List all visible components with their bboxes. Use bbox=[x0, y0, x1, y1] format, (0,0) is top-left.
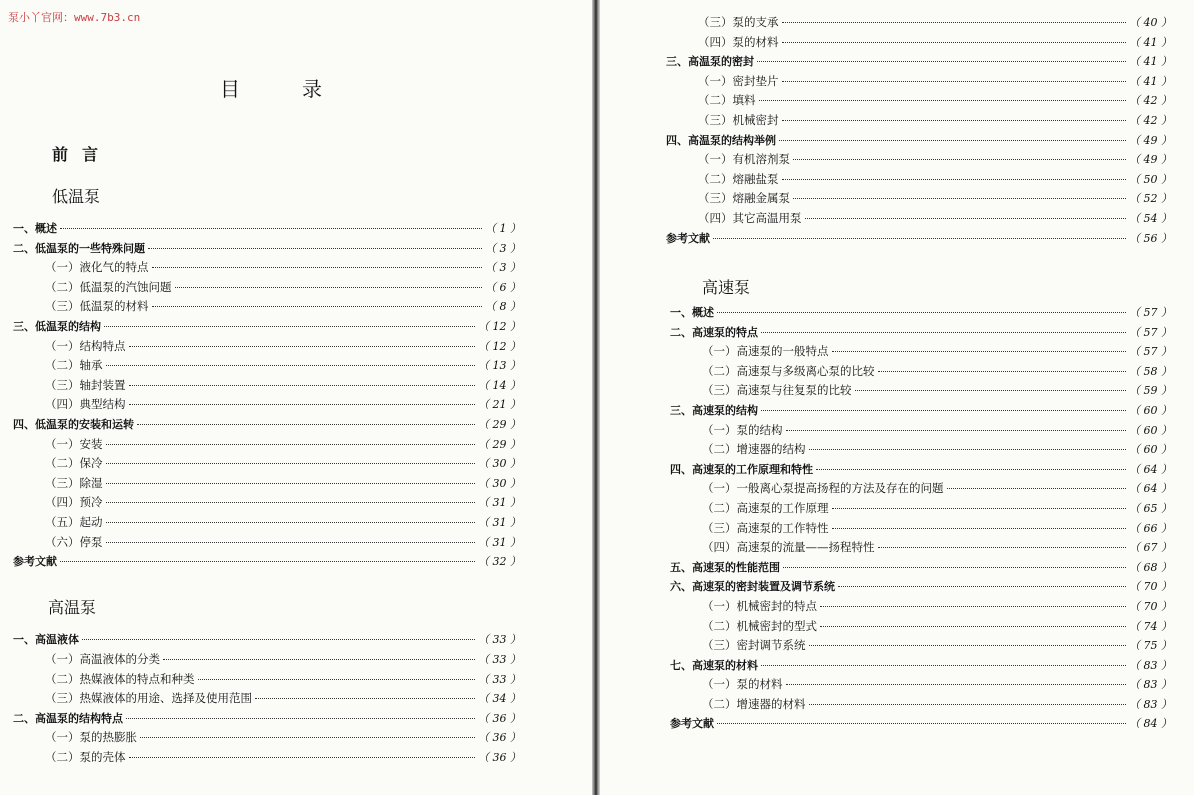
toc-entry-page: （ 49 ） bbox=[1129, 133, 1172, 147]
toc-entry bbox=[13, 279, 521, 299]
toc-entry bbox=[13, 494, 521, 514]
toc-leader-dots bbox=[782, 42, 1127, 43]
toc-entry-page: （ 57 ） bbox=[1129, 325, 1172, 339]
toc-leader-dots bbox=[820, 606, 1126, 607]
toc-entry bbox=[13, 749, 521, 769]
toc-entry-label: （一）泵的结构 bbox=[702, 422, 783, 437]
toc-leader-dots bbox=[805, 218, 1127, 219]
toc-entry-page: （ 1 ） bbox=[485, 222, 521, 235]
toc-entry-label: （一）一般离心泵提高扬程的方法及存在的问题 bbox=[702, 481, 944, 496]
toc-entry-page: （ 30 ） bbox=[478, 457, 521, 471]
toc-entry bbox=[666, 34, 1172, 54]
toc-leader-dots bbox=[838, 586, 1126, 587]
toc-leader-dots bbox=[779, 140, 1126, 141]
toc-entry-label: （四）泵的材料 bbox=[698, 34, 779, 49]
toc-leader-dots bbox=[126, 718, 475, 719]
toc-leader-dots bbox=[786, 430, 1127, 431]
toc-leader-dots bbox=[137, 424, 475, 425]
toc-entry-label: （五）起动 bbox=[45, 514, 103, 529]
toc-leader-dots bbox=[809, 449, 1127, 450]
toc-entry-page: （ 57 ） bbox=[1129, 306, 1172, 319]
right-page bbox=[600, 0, 1194, 795]
toc-entry bbox=[670, 559, 1172, 579]
toc-entry-page: （ 70 ） bbox=[1129, 580, 1172, 594]
toc-leader-dots bbox=[759, 100, 1127, 101]
toc-entry-label: （一）液化气的特点 bbox=[45, 260, 149, 275]
toc-entry-page: （ 6 ） bbox=[485, 280, 521, 294]
toc-entry-label: （三）低温泵的材料 bbox=[45, 299, 149, 314]
toc-entry-label: （二）增速器的结构 bbox=[702, 442, 806, 457]
toc-list-right-bottom bbox=[670, 304, 1172, 735]
toc-leader-dots bbox=[761, 410, 1126, 411]
toc-entry-page: （ 34 ） bbox=[478, 692, 521, 706]
toc-entry-page: （ 66 ） bbox=[1129, 521, 1172, 535]
toc-entry-page: （ 75 ） bbox=[1129, 639, 1172, 653]
toc-leader-dots bbox=[878, 371, 1127, 372]
toc-leader-dots bbox=[175, 287, 483, 288]
toc-leader-dots bbox=[783, 567, 1126, 568]
toc-leader-dots bbox=[809, 645, 1127, 646]
toc-entry bbox=[670, 500, 1172, 520]
toc-entry-page: （ 41 ） bbox=[1129, 74, 1172, 88]
toc-entry bbox=[13, 455, 521, 475]
toc-entry bbox=[13, 573, 521, 593]
toc-leader-dots bbox=[947, 488, 1127, 489]
toc-entry-page: （ 60 ） bbox=[1129, 443, 1172, 457]
toc-leader-dots bbox=[761, 665, 1126, 666]
toc-leader-dots bbox=[820, 626, 1126, 627]
toc-entry-label: 四、高温泵的结构举例 bbox=[666, 133, 776, 147]
toc-entry-page: （ 33 ） bbox=[478, 672, 521, 686]
toc-entry bbox=[13, 240, 521, 260]
toc-entry-page: （ 70 ） bbox=[1129, 599, 1172, 613]
toc-entry-label: 二、高温泵的结构特点 bbox=[13, 711, 123, 725]
toc-entry bbox=[670, 480, 1172, 500]
toc-entry bbox=[13, 318, 521, 338]
toc-leader-dots bbox=[757, 61, 1126, 62]
toc-entry-page: （ 60 ） bbox=[1129, 423, 1172, 437]
toc-entry-page: （ 40 ） bbox=[1129, 16, 1172, 29]
toc-entry bbox=[13, 534, 521, 554]
toc-entry bbox=[670, 382, 1172, 402]
toc-entry bbox=[13, 729, 521, 749]
toc-entry bbox=[670, 715, 1172, 735]
toc-entry-label: （一）机械密封的特点 bbox=[702, 598, 817, 613]
toc-entry-page: （ 42 ） bbox=[1129, 113, 1172, 127]
toc-leader-dots bbox=[82, 639, 475, 640]
toc-entry-label: （三）泵的支承 bbox=[698, 15, 779, 29]
toc-entry-page: （ 64 ） bbox=[1129, 462, 1172, 476]
toc-entry bbox=[670, 539, 1172, 559]
toc-entry-label: （一）安装 bbox=[45, 436, 103, 451]
toc-entry bbox=[13, 651, 521, 671]
toc-entry-page: （ 83 ） bbox=[1129, 697, 1172, 711]
toc-entry-label: 二、高速泵的特点 bbox=[670, 325, 758, 339]
toc-entry-label: （一）密封垫片 bbox=[698, 73, 779, 88]
toc-entry-page: （ 31 ） bbox=[478, 515, 521, 529]
toc-leader-dots bbox=[717, 723, 1126, 724]
toc-entry-label: 参考文献 bbox=[670, 717, 714, 731]
toc-leader-dots bbox=[809, 704, 1127, 705]
toc-entry bbox=[670, 343, 1172, 363]
toc-entry-page: （ 60 ） bbox=[1129, 403, 1172, 417]
toc-leader-dots bbox=[782, 81, 1127, 82]
toc-entry bbox=[670, 676, 1172, 696]
toc-entry bbox=[13, 298, 521, 318]
toc-entry bbox=[670, 422, 1172, 442]
toc-leader-dots bbox=[106, 463, 476, 464]
toc-entry bbox=[666, 210, 1172, 230]
toc-entry bbox=[666, 53, 1172, 73]
toc-entry bbox=[670, 657, 1172, 677]
toc-entry-label: （二）机械密封的型式 bbox=[702, 618, 817, 633]
toc-leader-dots bbox=[129, 404, 476, 405]
toc-entry bbox=[670, 304, 1172, 324]
toc-leader-dots bbox=[832, 351, 1127, 352]
toc-entry bbox=[666, 151, 1172, 171]
toc-entry-label: （二）高速泵与多级离心泵的比较 bbox=[702, 363, 875, 378]
toc-entry bbox=[13, 612, 521, 632]
toc-leader-dots bbox=[106, 483, 476, 484]
toc-entry-page: （ 52 ） bbox=[1129, 192, 1172, 206]
toc-entry-page: （ 42 ） bbox=[1129, 94, 1172, 108]
toc-entry-label: （一）结构特点 bbox=[45, 338, 126, 353]
toc-entry-label: 七、高速泵的材料 bbox=[670, 658, 758, 672]
toc-entry bbox=[13, 357, 521, 377]
toc-entry bbox=[13, 592, 521, 612]
toc-entry bbox=[13, 220, 521, 240]
toc-entry bbox=[13, 377, 521, 397]
toc-leader-dots bbox=[786, 684, 1127, 685]
toc-leader-dots bbox=[148, 248, 482, 249]
toc-leader-dots bbox=[816, 469, 1126, 470]
section-heading-low-temp: 低温泵 bbox=[52, 187, 101, 206]
toc-entry bbox=[670, 520, 1172, 540]
toc-leader-dots bbox=[163, 659, 475, 660]
toc-leader-dots bbox=[104, 326, 475, 327]
toc-entry-label: （二）熔融盐泵 bbox=[698, 171, 779, 186]
toc-entry-label: （二）保冷 bbox=[45, 456, 103, 471]
toc-leader-dots bbox=[832, 508, 1127, 509]
toc-entry-page: （ 74 ） bbox=[1129, 619, 1172, 633]
toc-entry-label: 四、低温泵的安装和运转 bbox=[13, 417, 134, 431]
toc-entry bbox=[13, 690, 521, 710]
toc-leader-dots bbox=[129, 385, 476, 386]
toc-entry-label: （二）高速泵的工作原理 bbox=[702, 500, 829, 515]
toc-entry bbox=[670, 696, 1172, 716]
toc-entry bbox=[666, 190, 1172, 210]
toc-leader-dots bbox=[832, 528, 1127, 529]
toc-leader-dots bbox=[761, 332, 1126, 333]
toc-entry-page: （ 13 ） bbox=[478, 359, 521, 373]
toc-entry-page: （ 54 ） bbox=[1129, 211, 1172, 225]
toc-entry-page: （ 41 ） bbox=[1129, 55, 1172, 69]
toc-entry bbox=[13, 475, 521, 495]
toc-entry bbox=[13, 553, 521, 573]
left-page bbox=[0, 0, 592, 795]
toc-list-right-top bbox=[666, 14, 1172, 249]
toc-entry bbox=[670, 461, 1172, 481]
toc-leader-dots bbox=[782, 179, 1127, 180]
toc-entry-page: （ 33 ） bbox=[478, 633, 521, 647]
toc-entry bbox=[670, 324, 1172, 344]
toc-entry-page: （ 41 ） bbox=[1129, 35, 1172, 49]
toc-entry-label: 三、高温泵的密封 bbox=[666, 55, 754, 69]
toc-entry-label: （二）低温泵的汽蚀问题 bbox=[45, 279, 172, 294]
toc-entry bbox=[666, 92, 1172, 112]
toc-entry-page: （ 14 ） bbox=[478, 378, 521, 392]
toc-entry-label: （四）典型结构 bbox=[45, 397, 126, 412]
toc-entry bbox=[670, 441, 1172, 461]
toc-entry-page: （ 12 ） bbox=[478, 339, 521, 353]
toc-entry bbox=[13, 631, 521, 651]
toc-leader-dots bbox=[255, 698, 475, 699]
toc-entry-page: （ 84 ） bbox=[1129, 717, 1172, 731]
toc-leader-dots bbox=[106, 444, 476, 445]
toc-entry-label: 一、概述 bbox=[13, 222, 57, 235]
toc-entry-label: 参考文献 bbox=[13, 555, 57, 569]
toc-entry-label: （一）泵的热膨胀 bbox=[45, 730, 137, 745]
toc-entry-page: （ 8 ） bbox=[485, 300, 521, 314]
toc-leader-dots bbox=[713, 238, 1126, 239]
toc-entry-label: （三）高速泵与往复泵的比较 bbox=[702, 383, 852, 398]
toc-leader-dots bbox=[106, 542, 476, 543]
toc-entry bbox=[670, 598, 1172, 618]
toc-leader-dots bbox=[198, 679, 476, 680]
toc-entry-label: （二）泵的壳体 bbox=[45, 750, 126, 765]
toc-entry bbox=[13, 259, 521, 279]
toc-entry bbox=[13, 396, 521, 416]
toc-entry-page: （ 33 ） bbox=[478, 653, 521, 667]
toc-leader-dots bbox=[717, 312, 1126, 313]
toc-title: 目录 bbox=[220, 77, 384, 101]
toc-entry-label: 三、低温泵的结构 bbox=[13, 319, 101, 333]
toc-entry-label: （一）高温液体的分类 bbox=[45, 652, 160, 667]
toc-entry-label: 一、高温液体 bbox=[13, 633, 79, 647]
toc-entry-page: （ 59 ） bbox=[1129, 384, 1172, 398]
toc-entry-page: （ 56 ） bbox=[1129, 231, 1172, 245]
toc-entry bbox=[670, 363, 1172, 383]
toc-entry-page: （ 3 ） bbox=[485, 261, 521, 275]
toc-entry-page: （ 58 ） bbox=[1129, 364, 1172, 378]
toc-entry-page: （ 31 ） bbox=[478, 496, 521, 510]
toc-leader-dots bbox=[106, 365, 476, 366]
toc-entry-page: （ 83 ） bbox=[1129, 678, 1172, 692]
toc-entry bbox=[666, 132, 1172, 152]
watermark: 泵小丫官网：www.7b3.cn bbox=[8, 11, 141, 24]
toc-entry-label: （三）密封调节系统 bbox=[702, 638, 806, 653]
toc-entry bbox=[670, 618, 1172, 638]
toc-leader-dots bbox=[129, 346, 476, 347]
toc-entry-page: （ 36 ） bbox=[478, 751, 521, 765]
toc-entry bbox=[13, 416, 521, 436]
toc-leader-dots bbox=[106, 522, 476, 523]
toc-leader-dots bbox=[152, 267, 483, 268]
toc-leader-dots bbox=[782, 22, 1127, 23]
toc-entry-label: （三）高速泵的工作特性 bbox=[702, 520, 829, 535]
book-gutter bbox=[592, 0, 600, 795]
toc-entry-page: （ 31 ） bbox=[478, 535, 521, 549]
toc-entry-page: （ 29 ） bbox=[478, 417, 521, 431]
toc-entry-page: （ 50 ） bbox=[1129, 172, 1172, 186]
toc-entry-label: （一）泵的材料 bbox=[702, 677, 783, 692]
toc-list-left bbox=[13, 220, 521, 769]
toc-leader-dots bbox=[152, 306, 483, 307]
toc-entry-label: （一）有机溶剂泵 bbox=[698, 152, 790, 167]
toc-entry-label: 二、低温泵的一些特殊问题 bbox=[13, 241, 145, 255]
toc-entry-label: （三）除湿 bbox=[45, 475, 103, 490]
toc-entry-label: 六、高速泵的密封装置及调节系统 bbox=[670, 580, 835, 594]
toc-entry bbox=[13, 338, 521, 358]
toc-leader-dots bbox=[878, 547, 1127, 548]
toc-leader-dots bbox=[60, 561, 475, 562]
toc-entry-label: （四）高速泵的流量——扬程特性 bbox=[702, 540, 875, 555]
toc-leader-dots bbox=[855, 390, 1127, 391]
toc-entry-label: （四）预冷 bbox=[45, 495, 103, 510]
toc-entry-label: 三、高速泵的结构 bbox=[670, 403, 758, 417]
toc-entry-page: （ 32 ） bbox=[478, 555, 521, 569]
preface-heading: 前言 bbox=[52, 145, 113, 164]
toc-entry-label: （二）填料 bbox=[698, 93, 756, 108]
toc-entry-page: （ 83 ） bbox=[1129, 658, 1172, 672]
toc-entry-label: （三）熔融金属泵 bbox=[698, 191, 790, 206]
toc-entry bbox=[666, 230, 1172, 250]
toc-entry-page: （ 36 ） bbox=[478, 731, 521, 745]
toc-entry-label: （二）增速器的材料 bbox=[702, 696, 806, 711]
toc-entry-page: （ 36 ） bbox=[478, 711, 521, 725]
toc-entry-label: （二）热媒液体的特点和种类 bbox=[45, 671, 195, 686]
toc-entry-page: （ 21 ） bbox=[478, 398, 521, 412]
toc-entry-label: （六）停泵 bbox=[45, 534, 103, 549]
toc-entry-page: （ 49 ） bbox=[1129, 153, 1172, 167]
toc-entry-page: （ 12 ） bbox=[478, 319, 521, 333]
toc-leader-dots bbox=[793, 198, 1126, 199]
toc-entry bbox=[666, 112, 1172, 132]
toc-entry-label: （一）高速泵的一般特点 bbox=[702, 344, 829, 359]
toc-entry-label: （三）热媒液体的用途、选择及使用范围 bbox=[45, 691, 252, 706]
toc-entry bbox=[670, 578, 1172, 598]
toc-entry-label: （三）轴封装置 bbox=[45, 377, 126, 392]
toc-leader-dots bbox=[793, 159, 1126, 160]
toc-leader-dots bbox=[129, 757, 476, 758]
toc-entry bbox=[13, 514, 521, 534]
toc-leader-dots bbox=[140, 737, 475, 738]
toc-entry bbox=[666, 14, 1172, 34]
toc-entry-page: （ 29 ） bbox=[478, 437, 521, 451]
toc-entry-label: 参考文献 bbox=[666, 231, 710, 245]
toc-entry bbox=[666, 73, 1172, 93]
toc-entry-label: （四）其它高温用泵 bbox=[698, 210, 802, 225]
toc-entry-page: （ 3 ） bbox=[485, 241, 521, 255]
section-heading-high-temp: 高温泵 bbox=[48, 598, 97, 617]
toc-entry-page: （ 65 ） bbox=[1129, 501, 1172, 515]
toc-entry bbox=[670, 637, 1172, 657]
toc-entry bbox=[13, 710, 521, 730]
toc-entry-label: （二）轴承 bbox=[45, 358, 103, 373]
toc-entry-label: 五、高速泵的性能范围 bbox=[670, 560, 780, 574]
toc-leader-dots bbox=[782, 120, 1127, 121]
toc-entry bbox=[13, 671, 521, 691]
toc-entry-page: （ 64 ） bbox=[1129, 482, 1172, 496]
toc-leader-dots bbox=[60, 228, 482, 229]
toc-entry-label: 一、概述 bbox=[670, 306, 714, 319]
toc-entry bbox=[670, 402, 1172, 422]
toc-entry bbox=[13, 436, 521, 456]
toc-entry-label: 四、高速泵的工作原理和特性 bbox=[670, 462, 813, 476]
toc-entry bbox=[666, 171, 1172, 191]
toc-entry-page: （ 57 ） bbox=[1129, 345, 1172, 359]
toc-entry-page: （ 67 ） bbox=[1129, 541, 1172, 555]
toc-entry-page: （ 30 ） bbox=[478, 476, 521, 490]
toc-entry-page: （ 68 ） bbox=[1129, 560, 1172, 574]
toc-leader-dots bbox=[106, 502, 476, 503]
section-heading-high-speed: 高速泵 bbox=[702, 278, 751, 297]
toc-entry-label: （三）机械密封 bbox=[698, 112, 779, 127]
